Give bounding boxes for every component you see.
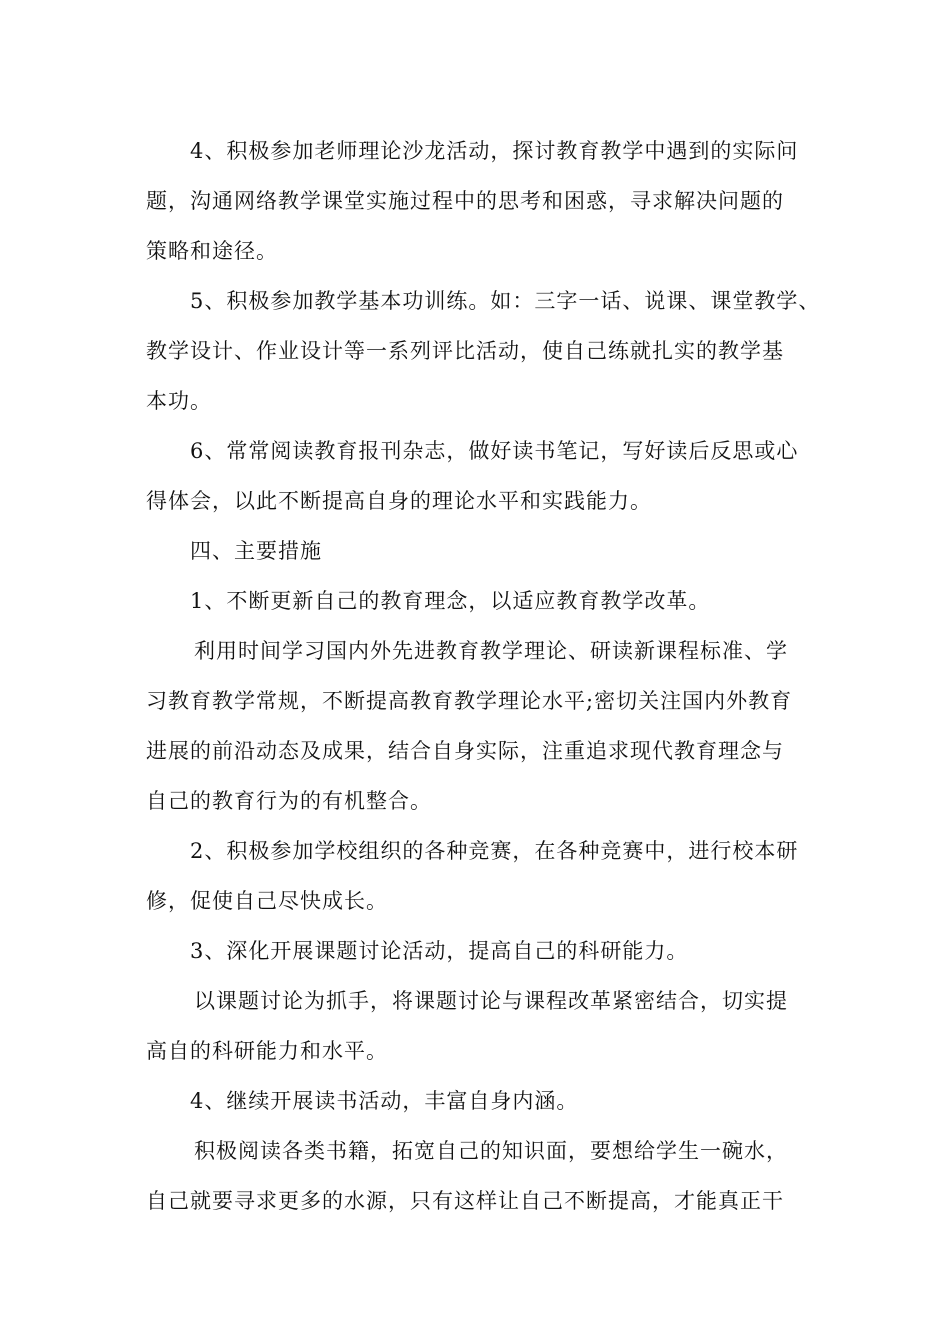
text-line: 习教育教学常规，不断提高教育教学理论水平;密切关注国内外教育 <box>146 689 793 713</box>
section-heading: 四、主要措施 <box>190 539 322 563</box>
text-line: 2、积极参加学校组织的各种竞赛，在各种竞赛中，进行校本研 <box>190 839 799 863</box>
text-line: 1、不断更新自己的教育理念，以适应教育教学改革。 <box>190 589 711 613</box>
text-line: 修，促使自己尽快成长。 <box>146 889 388 913</box>
text-line: 4、积极参加老师理论沙龙活动，探讨教育教学中遇到的实际问 <box>190 139 799 163</box>
text-line: 4、继续开展读书活动，丰富自身内涵。 <box>190 1089 579 1113</box>
text-line: 利用时间学习国内外先进教育教学理论、研读新课程标准、学 <box>194 639 788 663</box>
text-line: 本功。 <box>146 389 212 413</box>
text-line: 3、深化开展课题讨论活动，提高自己的科研能力。 <box>190 939 689 963</box>
text-line: 以课题讨论为抓手，将课题讨论与课程改革紧密结合，切实提 <box>194 989 788 1013</box>
text-line: 高自的科研能力和水平。 <box>146 1039 388 1063</box>
text-line: 进展的前沿动态及成果，结合自身实际，注重追求现代教育理念与 <box>146 739 784 763</box>
text-line: 6、常常阅读教育报刊杂志，做好读书笔记，写好读后反思或心 <box>190 439 799 463</box>
text-line: 自己的教育行为的有机整合。 <box>146 789 432 813</box>
text-line: 教学设计、作业设计等一系列评比活动，使自己练就扎实的教学基 <box>146 339 784 363</box>
text-line: 策略和途径。 <box>146 239 278 263</box>
text-line: 积极阅读各类书籍，拓宽自己的知识面，要想给学生一碗水， <box>194 1139 788 1163</box>
text-line: 自己就要寻求更多的水源，只有这样让自己不断提高，才能真正干 <box>146 1189 784 1213</box>
text-line: 得体会，以此不断提高自身的理论水平和实践能力。 <box>146 489 652 513</box>
text-line: 题，沟通网络教学课堂实施过程中的思考和困惑，寻求解决问题的 <box>146 189 784 213</box>
text-line: 5、积极参加教学基本功训练。如：三字一话、说课、课堂教学、 <box>190 289 821 313</box>
